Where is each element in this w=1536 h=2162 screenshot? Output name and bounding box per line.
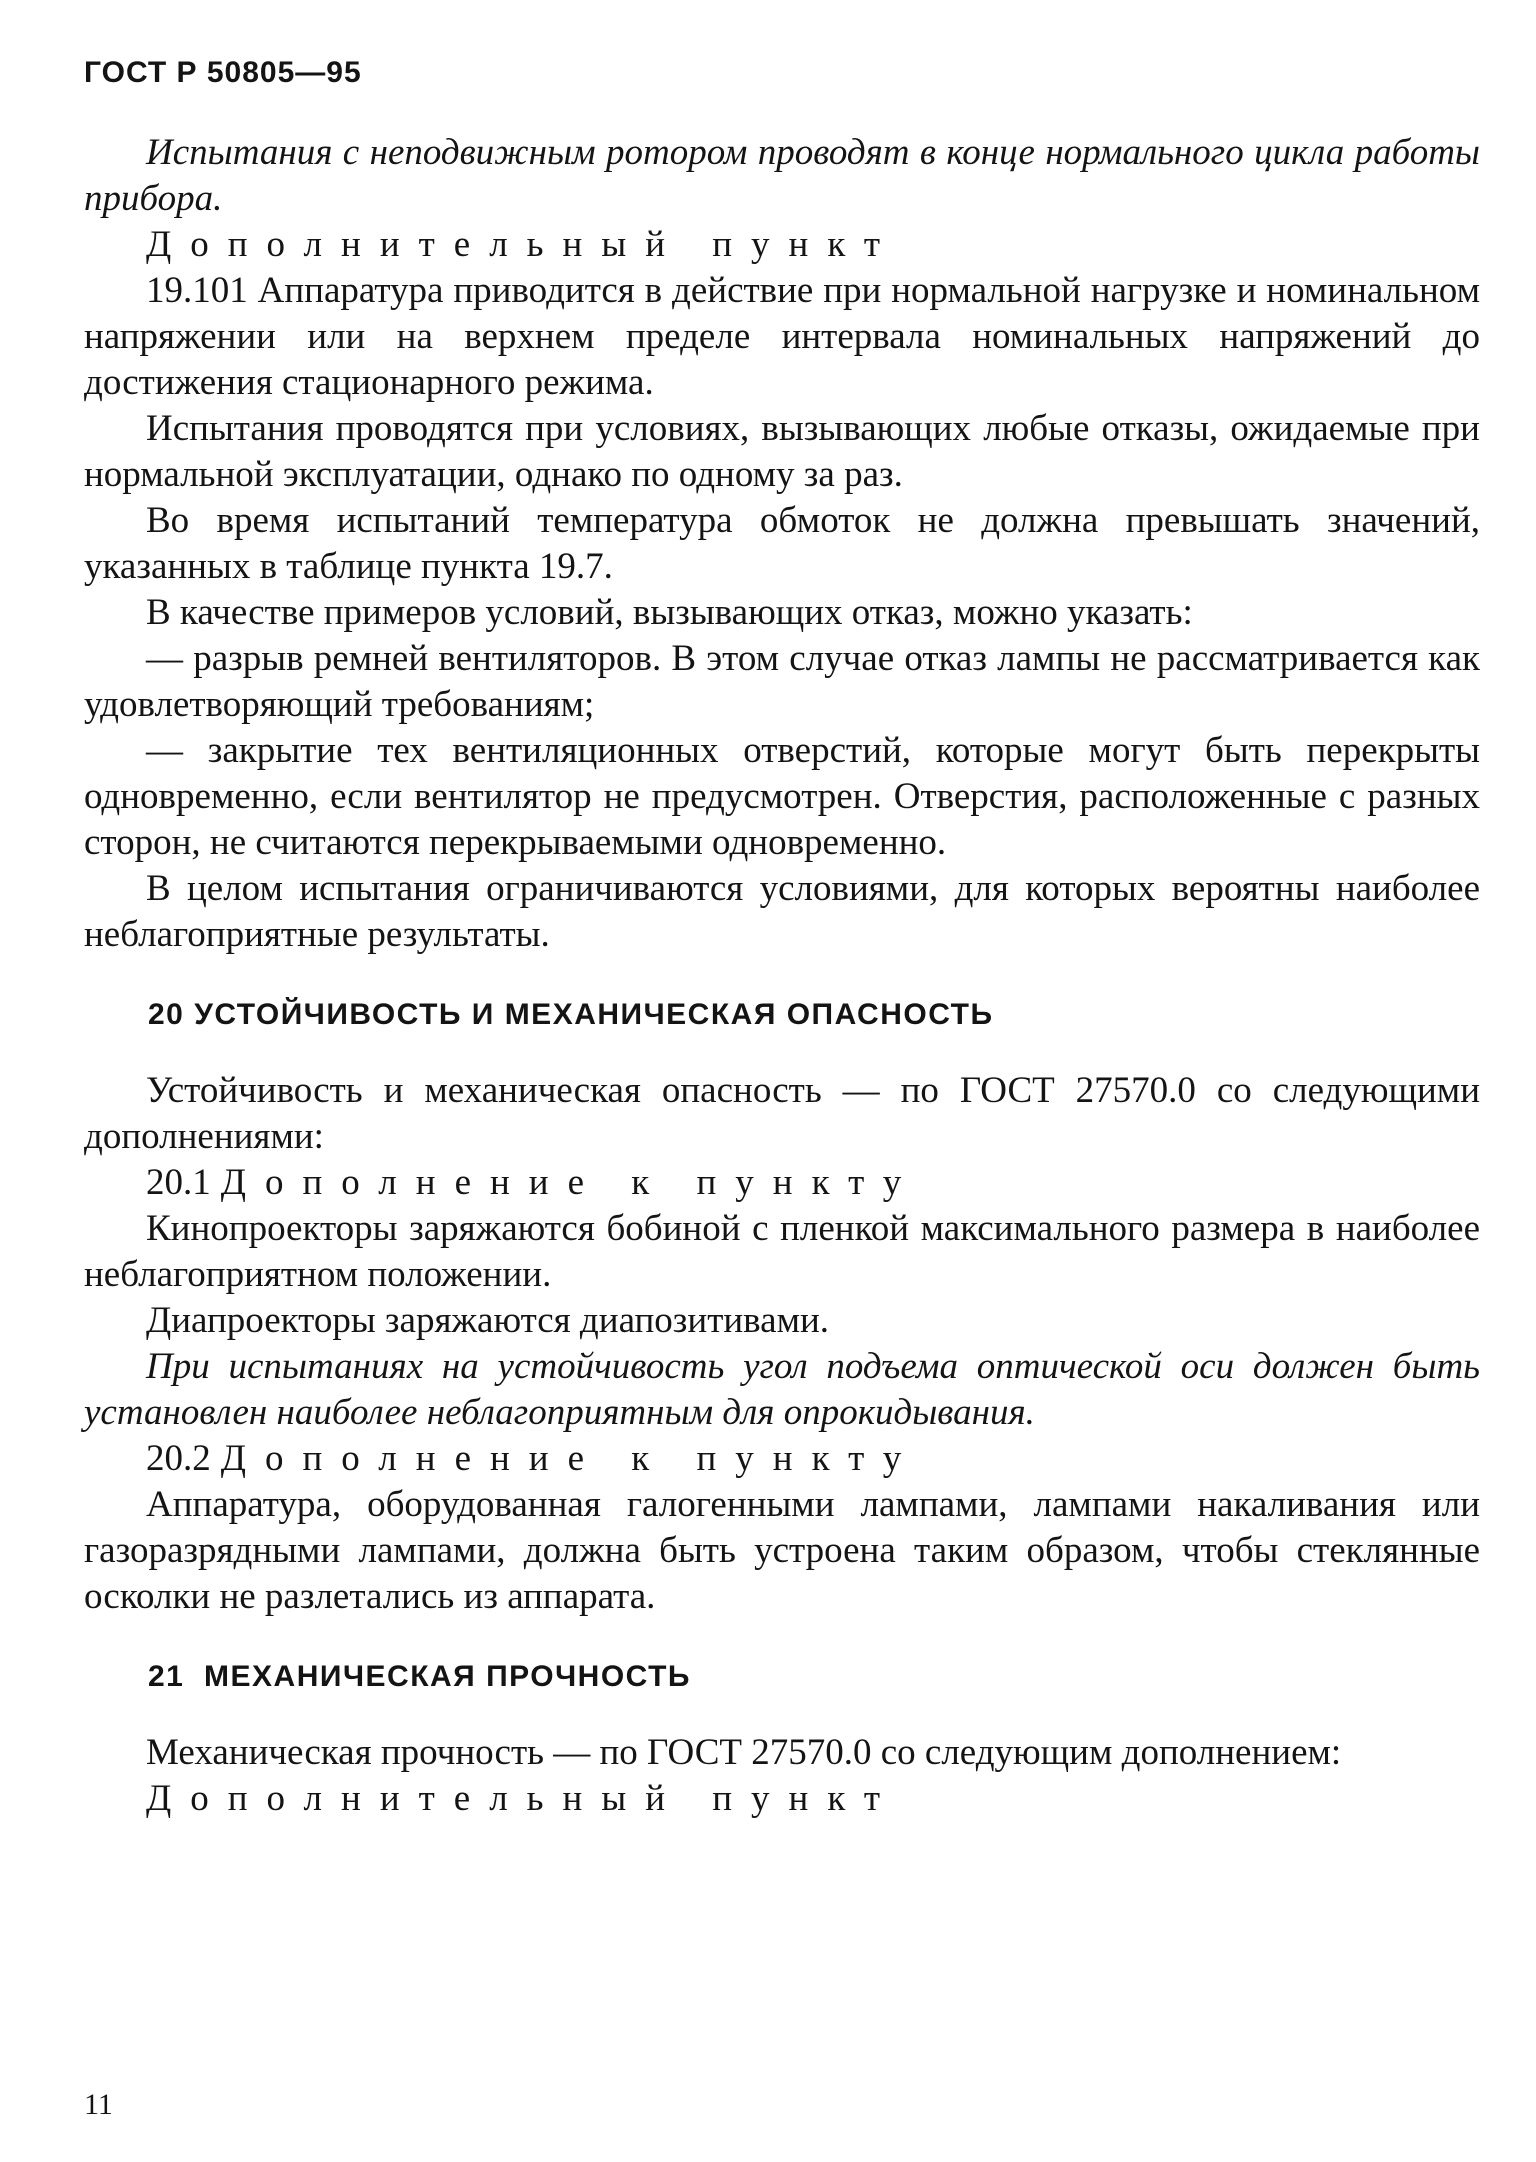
document-header: ГОСТ Р 50805—95	[84, 56, 362, 89]
paragraph-slide-projectors: Диапроекторы заряжаются диапозитивами.	[146, 1300, 830, 1341]
clause-20-2-text: Дополнение к пункту	[220, 1438, 921, 1479]
section-title-21: 21 МЕХАНИЧЕСКАЯ ПРОЧНОСТЬ	[148, 1660, 691, 1693]
paragraph-locked-rotor: Испытания с неподвижным ротором проводят в конце нормального цикла работы прибора.	[84, 132, 1480, 219]
paragraph-summary: В целом испытания ограничиваются условиями, для которых вероятны наиболее неблагоприятные результаты.	[84, 868, 1480, 955]
clause-20-1-text: Дополнение к пункту	[220, 1162, 921, 1203]
paragraph-lamps: Аппаратура, оборудованная галогенными лампами, лампами накаливания или газоразрядными лампами, должна быть устроена таким образом, чтобы стеклянные осколки не разлетались из аппарата.	[84, 1484, 1480, 1617]
clause-20-1-number: 20.1	[146, 1162, 211, 1203]
paragraph-21-intro: Механическая прочность — по ГОСТ 27570.0 со следующим дополнением:	[146, 1732, 1342, 1773]
paragraph-failure-examples: В качестве примеров условий, вызывающих отказ, можно указать:	[146, 592, 1193, 633]
additional-clause-label-21: Дополнительный пункт	[146, 1778, 900, 1819]
document-page	[84, 56, 1480, 1822]
additional-clause-label: Дополнительный пункт	[146, 224, 900, 265]
paragraph-film-projectors: Кинопроекторы заряжаются бобиной с пленкой максимального размера в наиболее неблагоприятном положении.	[84, 1208, 1480, 1295]
list-item-belt-break: — разрыв ремней вентиляторов. В этом случае отказ лампы не рассматривается как удовлетворяющий требованиям;	[84, 638, 1480, 725]
paragraph-optical-axis: При испытаниях на устойчивость угол подъема оптической оси должен быть установлен наиболее неблагоприятным для опрокидывания.	[84, 1346, 1480, 1433]
paragraph-winding-temperature: Во время испытаний температура обмоток не должна превышать значений, указанных в таблице пункта 19.7.	[84, 500, 1480, 587]
clause-20-2-label	[84, 1436, 1480, 1482]
section-title-20: 20 УСТОЙЧИВОСТЬ И МЕХАНИЧЕСКАЯ ОПАСНОСТЬ	[148, 998, 994, 1031]
paragraph-19-101: 19.101 Аппаратура приводится в действие при нормальной нагрузке и номинальном напряжении или на верхнем пределе интервала номинальных напряжений до достижения стационарного режима.	[84, 270, 1480, 403]
page-number: 11	[84, 2088, 113, 2121]
clause-20-2-number: 20.2	[146, 1438, 211, 1479]
paragraph-20-intro: Устойчивость и механическая опасность — по ГОСТ 27570.0 со следующими дополнениями:	[84, 1070, 1480, 1157]
list-item-vent-blocking: — закрытие тех вентиляционных отверстий, которые могут быть перекрыты одновременно, если вентилятор не предусмотрен. Отверстия, расположенные с разных сторон, не считаются перекрываемыми одновременно.	[84, 730, 1480, 863]
paragraph-test-conditions: Испытания проводятся при условиях, вызывающих любые отказы, ожидаемые при нормальной эксплуатации, однако по одному за раз.	[84, 408, 1480, 495]
clause-20-1-label	[84, 1160, 1480, 1206]
